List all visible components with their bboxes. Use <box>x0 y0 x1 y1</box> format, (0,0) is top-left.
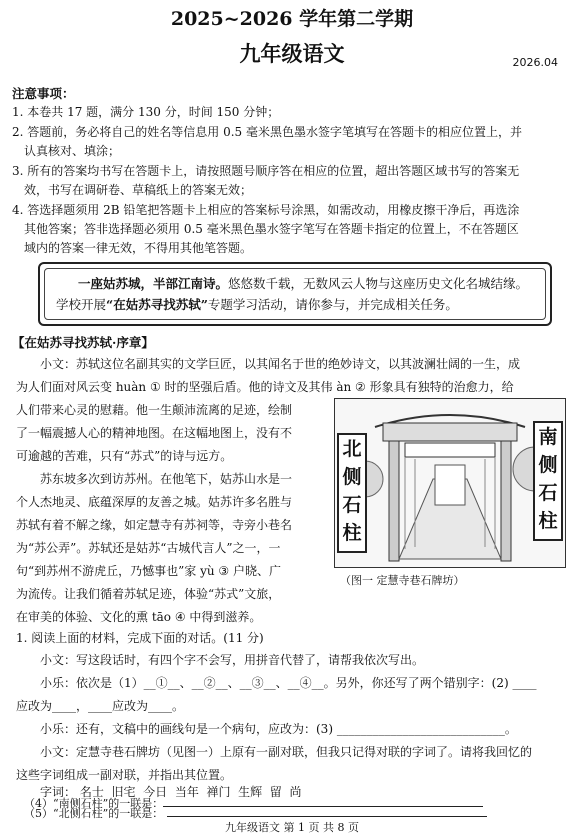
p1-line-4: 了一幅震撼人心的精神地图。在这幅地图上，没有不 <box>16 426 293 440</box>
answer-5-blank[interactable] <box>167 816 487 817</box>
p1-line-5: 可逾越的苦难，只有“苏式”的诗与远方。 <box>16 449 233 463</box>
exam-date: 2026.04 <box>512 56 558 69</box>
section-heading: 【在姑苏寻找苏轼·序章】 <box>12 335 154 350</box>
notice-line-2: 2. 答题前，务必将自己的姓名等信息用 0.5 毫米黑色墨水签字笔填写在答题卡的相应位置上，并 <box>12 125 522 139</box>
word-6: 生辉 <box>238 785 263 799</box>
intro-box <box>38 262 552 326</box>
word-5: 禅门 <box>206 785 231 799</box>
p2-line-3: 苏轼有着不解之缘，如定慧寺有苏祠等，寺旁小巷名 <box>16 518 293 532</box>
dialogue-1: 小文：写这段话时，有四个字不会写，用拼音代替了，请帮我依次写出。 <box>40 653 425 667</box>
dialogue-2: 小乐：依次是（1）__①__、__②__、__③__、__④__。另外，你还写了两个错别字：(2) ____ <box>40 676 537 690</box>
intro-line-1: 一座姑苏城，半部江南诗。悠悠数千载，无数风云人物与这座历史文化名城结缘。 <box>78 276 529 291</box>
question-1: 1. 阅读上面的材料，完成下面的对话。(11 分) <box>16 631 264 645</box>
dialogue-3: 应改为____，____应改为____。 <box>16 699 185 713</box>
word-8: 尚 <box>289 785 302 799</box>
notice-line-3: 3. 所有的答案均书写在答题卡上，请按照题号顺序答在相应的位置，超出答题区域书写的答案无 <box>12 164 520 178</box>
p2-line-1: 苏东坡多次到访苏州。在他笔下，姑苏山水是一 <box>40 472 293 486</box>
notice-line-4: 4. 答选择题须用 2B 铅笔把答题卡上相应的答案标号涂黑，如需改动，用橡皮擦干净后，再选涂 <box>12 203 520 217</box>
figure-caption: （图一 定慧寺巷石牌坊） <box>340 574 465 587</box>
dialogue-5: 小文：定慧寺巷石牌坊（见图一）上原有一副对联，但我只记得对联的字词了。请将我回忆的 <box>40 745 533 759</box>
p2-line-6: 为流传。让我们循着苏轼足迹，体验“苏式”文旅， <box>16 587 281 601</box>
word-1: 名士 <box>79 785 104 799</box>
intro-line-2: 学校开展“在姑苏寻找苏轼”专题学习活动，请你参与，并完成相关任务。 <box>56 297 458 312</box>
notice-line-1: 1. 本卷共 17 题，满分 130 分，时间 150 分钟； <box>12 105 280 119</box>
answer-5: （5）“北侧石柱”的一联是： <box>24 806 487 822</box>
p1-line-1: 小文：苏轼这位名副其实的文学巨匠，以其闻名于世的绝妙诗文，以其波澜壮阔的一生，成 <box>40 357 521 371</box>
dialogue-4: 小乐：还有，文稿中的画线句是一个病句，应改为：(3) ____________________________。 <box>40 722 517 736</box>
dialogue-6: 这些字词组成一副对联，并指出其位置。 <box>16 768 233 782</box>
notice-line-4c: 域内的答案一律无效，不得用其他笔答题。 <box>24 241 253 255</box>
p2-line-2: 个人杰地灵、底蕴深厚的友善之城。姑苏许多名胜与 <box>16 495 293 509</box>
archway-drawing <box>335 399 565 567</box>
word-bank-label: 字词： <box>40 785 77 799</box>
word-4: 当年 <box>174 785 199 799</box>
answer-4: （4）“南侧石柱”的一联是： <box>24 796 483 812</box>
notice-line-4b: 其他答案；答非选择题必须用 0.5 毫米黑色墨水签字笔写在答题卡指定的位置上，不在答题区 <box>24 222 519 236</box>
notice-heading: 注意事项： <box>12 86 75 101</box>
p1-line-3: 人们带来心灵的慰藉。他一生颠沛流离的足迹，绘制 <box>16 403 293 417</box>
word-2: 旧宅 <box>111 785 136 799</box>
north-pillar-label: 北侧石柱 <box>337 433 367 553</box>
page-footer: 九年级语文 第 1 页 共 8 页 <box>225 821 359 834</box>
p2-line-5: 句“到苏州不游虎丘，乃憾事也”家 yù ③ 户晓、广 <box>16 564 281 578</box>
exam-subtitle: 九年级语文 <box>239 41 345 66</box>
exam-title: 2025~2026 学年第二学期 <box>170 8 414 30</box>
p1-line-2: 为人们面对风云变 huàn ① 时的坚强后盾。他的诗文及其伟 àn ② 形象具有独特的治愈力，给 <box>16 380 514 394</box>
word-7: 留 <box>269 785 282 799</box>
figure-stone-archway <box>334 398 566 568</box>
notice-line-2b: 认真核对、填涂； <box>24 144 121 158</box>
south-pillar-label: 南侧石柱 <box>533 421 563 541</box>
p2-line-7: 在审美的体验、文化的熏 tāo ④ 中得到滋养。 <box>16 610 262 624</box>
word-3: 今日 <box>143 785 168 799</box>
p2-line-4: 为“苏公弄”。苏轼还是姑苏“古城代言人”之一，一 <box>16 541 281 555</box>
notice-line-3b: 效，书写在调研卷、草稿纸上的答案无效； <box>24 183 253 197</box>
